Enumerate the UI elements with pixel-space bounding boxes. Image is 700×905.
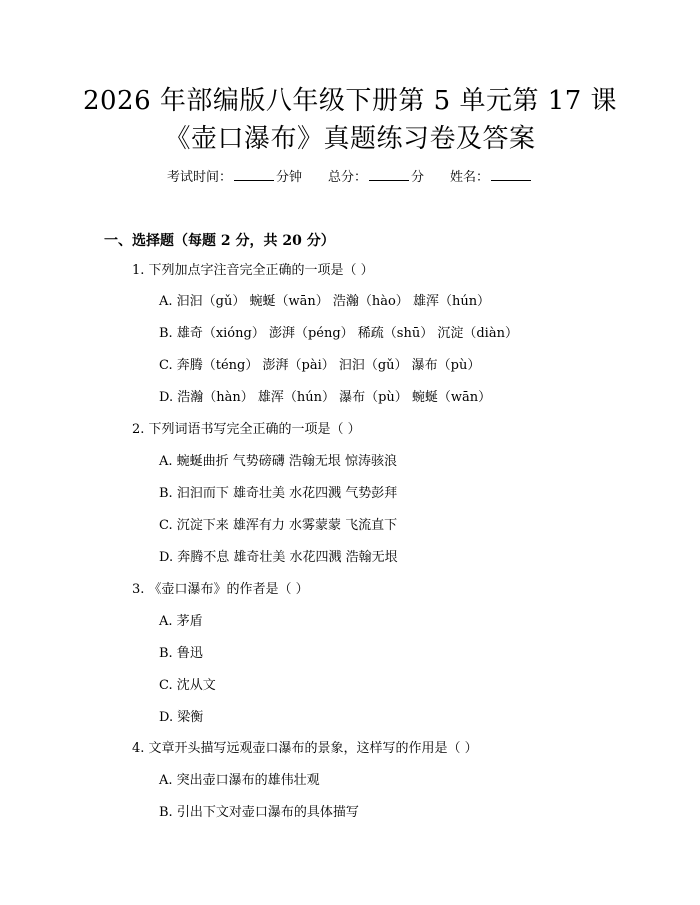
question-option: B. 引出下文对壶口瀑布的具体描写 (159, 805, 359, 820)
question-option: A. 突出壶口瀑布的雄伟壮观 (159, 773, 320, 788)
question-option: A. 汩汩（gǔ） 蜿蜒（wān） 浩瀚（hào） 雄浑（hún） (159, 294, 491, 309)
name-blank (491, 168, 531, 181)
question-stem: 4. 文章开头描写远观壶口瀑布的景象，这样写的作用是（ ） (132, 741, 478, 756)
question-stem: 2. 下列词语书写完全正确的一项是（ ） (132, 422, 361, 437)
name-label: 姓名： (450, 170, 490, 185)
time-label: 考试时间： (166, 170, 232, 185)
question-option: D. 奔腾不息 雄奇壮美 水花四溅 浩翰无垠 (159, 550, 398, 565)
question-stem: 1. 下列加点字注音完全正确的一项是（ ） (132, 263, 374, 278)
title-line-1: 2026 年部编版八年级下册第 5 单元第 17 课 (82, 86, 618, 116)
section-heading: 一、选择题（每题 2 分，共 20 分） (104, 233, 335, 249)
question-option: D. 浩瀚（hàn） 雄浑（hún） 瀑布（pù） 蜿蜒（wān） (159, 390, 492, 405)
exam-meta (0, 168, 700, 188)
question-option: A. 茅盾 (159, 614, 203, 629)
question-option: D. 梁衡 (159, 710, 204, 725)
score-unit: 分 (411, 170, 425, 185)
question-option: B. 汩汩而下 雄奇壮美 水花四溅 气势彭拜 (159, 486, 398, 501)
question-option: C. 沈从文 (159, 678, 216, 693)
score-blank (369, 168, 409, 181)
question-option: B. 雄奇（xióng） 澎湃（péng） 稀疏（shū） 沉淀（diàn） (159, 326, 518, 341)
question-stem: 3. 《壶口瀑布》的作者是（ ） (132, 582, 309, 597)
title-line-2: 《壶口瀑布》真题练习卷及答案 (164, 124, 536, 154)
question-option: C. 沉淀下来 雄浑有力 水雾蒙蒙 飞流直下 (159, 518, 398, 533)
question-option: B. 鲁迅 (159, 646, 203, 661)
time-blank (234, 168, 274, 181)
time-unit: 分钟 (275, 170, 302, 185)
score-label: 总分： (327, 170, 367, 185)
question-option: C. 奔腾（téng） 澎湃（pài） 汩汩（gǔ） 瀑布（pù） (159, 358, 481, 373)
question-option: A. 蜿蜒曲折 气势磅礴 浩翰无垠 惊涛骇浪 (159, 454, 398, 469)
